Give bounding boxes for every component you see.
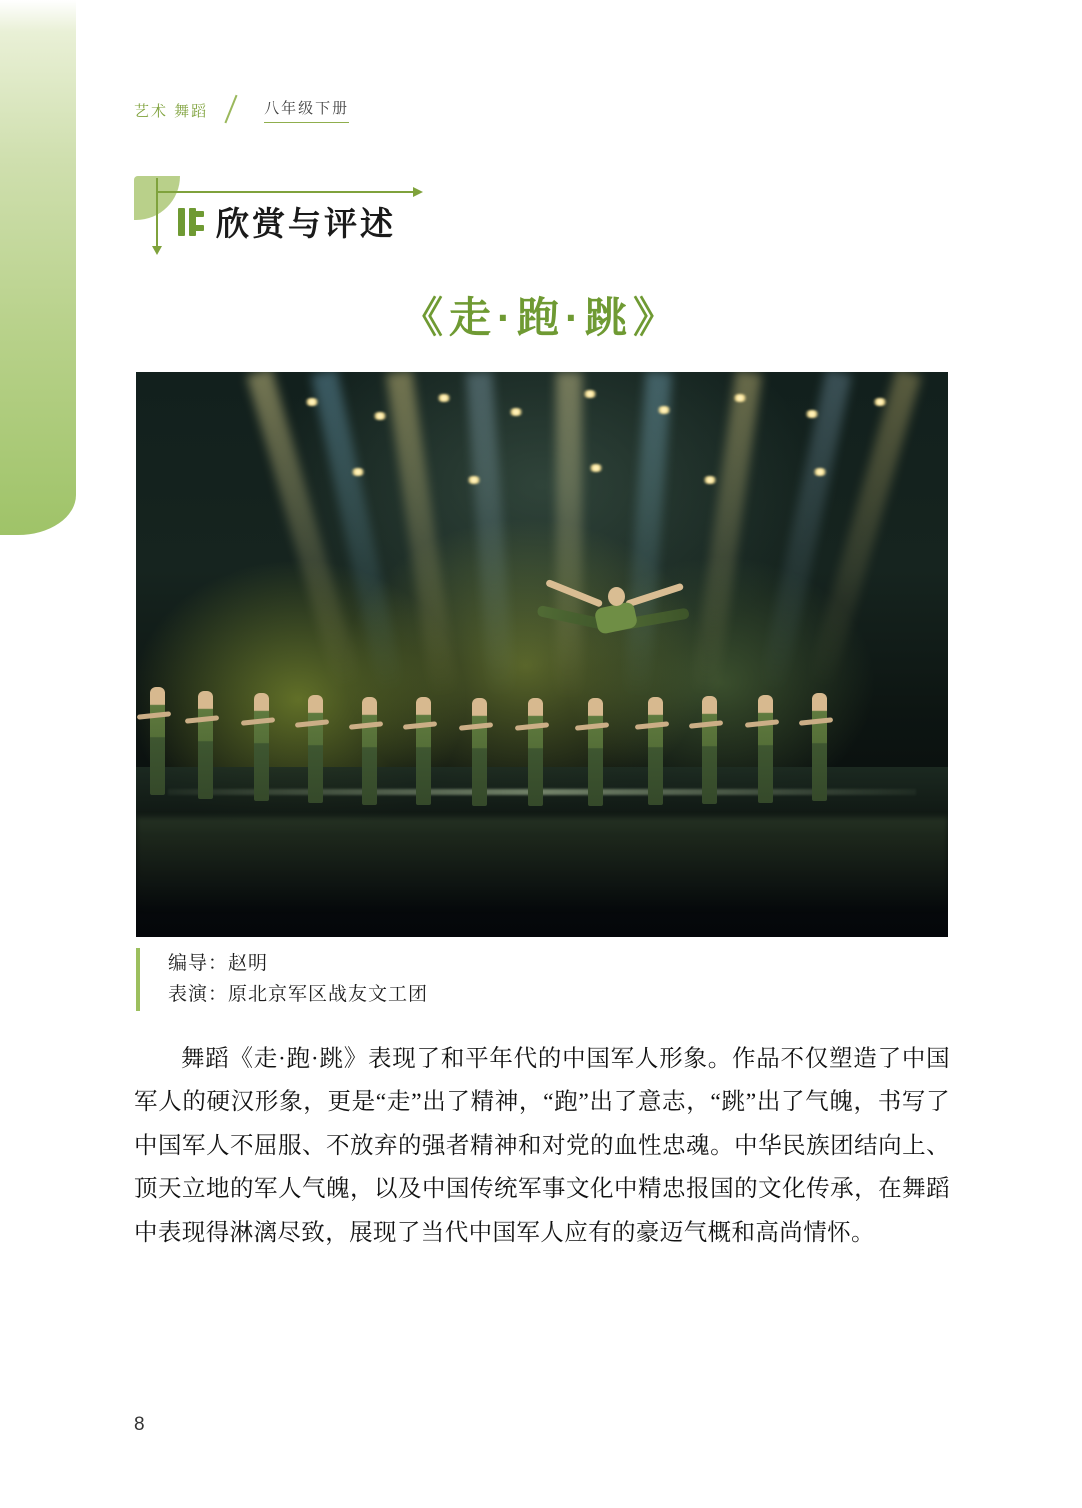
page-number: 8 <box>134 1414 145 1435</box>
body-paragraph: 舞蹈《走·跑·跳》表现了和平年代的中国军人形象。作品不仅塑造了中国军人的硬汉形象，更是“走”出了精神，“跑”出了意志，“跳”出了气魄，书写了中国军人不屈服、不放弃的强者精神和对党的血性忠魂。中华民族团结向上、顶天立地的军人气魄，以及中国传统军事文化中精忠报国的文化传承，在舞蹈中表现得淋漓尽致，展现了当代中国军人应有的豪迈气概和高尚情怀。 <box>134 1046 950 1246</box>
caption-performer: 表演：原北京军区战友文工团 <box>168 984 429 1006</box>
left-decoration <box>0 0 76 535</box>
page-title: 《走·跑·跳》 <box>401 294 681 341</box>
left-decoration-inner <box>0 0 60 520</box>
caption-choreographer: 编导：赵明 <box>168 953 269 974</box>
breadcrumb-separator-icon <box>214 96 258 124</box>
performance-photo <box>136 372 948 937</box>
lead-dancer <box>534 577 694 669</box>
section-horizontal-arrow-icon <box>156 191 414 193</box>
breadcrumb-subject: 艺术 舞蹈 <box>134 102 209 120</box>
section-heading <box>134 176 604 266</box>
section-vertical-arrow-icon <box>156 178 158 246</box>
breadcrumb <box>134 96 349 124</box>
book-icon <box>178 208 204 236</box>
photo-caption <box>136 948 428 1011</box>
section-title: 欣赏与评述 <box>216 205 396 242</box>
breadcrumb-grade: 八年级下册 <box>264 97 349 123</box>
